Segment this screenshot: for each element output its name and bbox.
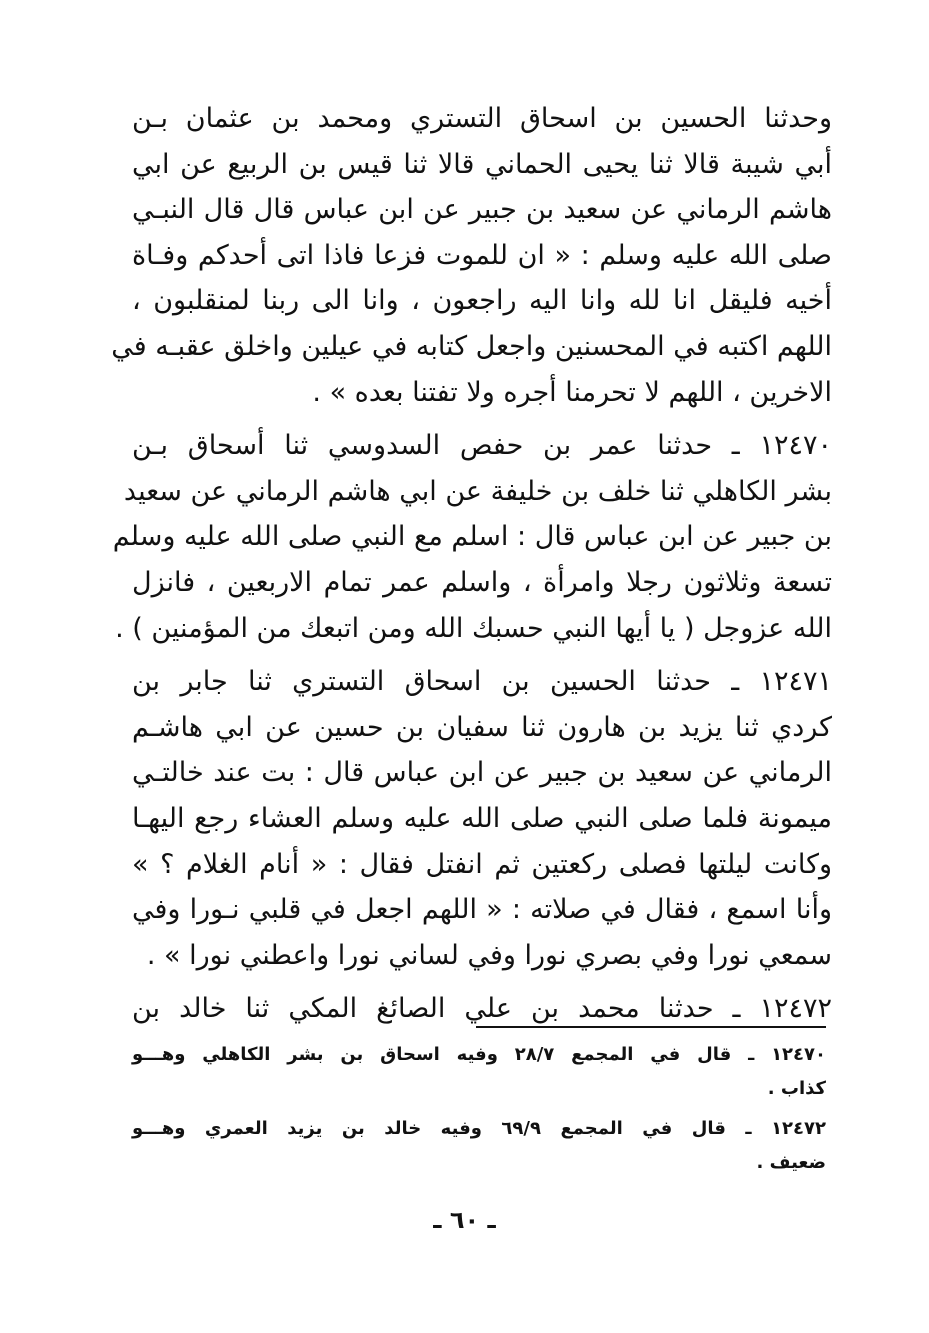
text-line: ١٢٤٧١ ـ حدثنا الحسين بن اسحاق التستري ثنا جابر بن bbox=[132, 666, 832, 698]
text-line: كردي ثنا يزيد بن هارون ثنا سفيان بن حسين عن ابي هاشـم bbox=[132, 711, 832, 743]
text-line: هاشم الرماني عن سعيد بن جبير عن ابن عباس قال قال النبـي bbox=[132, 194, 832, 226]
footnote-line: ضعيف . bbox=[756, 1152, 826, 1173]
text-line: بشر الكاهلي ثنا خلف بن خليفة عن ابي هاشم الرماني عن سعيد bbox=[123, 475, 832, 507]
text-line: أخيه فليقل انا لله وانا اليه راجعون ، وانا الى ربنا لمنقلبون ، bbox=[132, 285, 832, 317]
text-line: وأنا اسمع ، فقال في صلاته : « اللهم اجعل في قلبي نـورا وفي bbox=[132, 894, 832, 926]
text-line: الرماني عن سعيد بن جبير عن ابن عباس قال : بت عند خالتـي bbox=[132, 757, 832, 789]
footnote bbox=[132, 1112, 826, 1180]
text-line: ١٢٤٧٠ ـ حدثنا عمر بن حفص السدوسي ثنا أسحاق بـن bbox=[132, 430, 832, 462]
paragraph bbox=[112, 423, 832, 651]
footnote-line: كذاب . bbox=[767, 1078, 826, 1099]
text-line: ميمونة فلما صلى النبي صلى الله عليه وسلم العشاء رجع اليهـا bbox=[132, 802, 832, 834]
text-line: أبي شيبة قالا ثنا يحيى الحماني قالا ثنا قيس بن الربيع عن ابي bbox=[132, 148, 832, 180]
text-line: ١٢٤٧٢ ـ حدثنا محمد بن علي الصائغ المكي ثنا خالد بن bbox=[132, 993, 832, 1025]
main-text bbox=[111, 96, 832, 1040]
text-line: تسعة وثلاثون رجلا وامرأة ، واسلم عمر تمام الاربعين ، فانزل bbox=[132, 566, 832, 598]
paragraph bbox=[132, 659, 832, 978]
footnotes bbox=[132, 1038, 826, 1186]
paragraph bbox=[111, 96, 832, 415]
page-number: ـ ٦٠ ـ bbox=[433, 1206, 496, 1234]
footnote-line: ١٢٤٧٠ ـ قال في المجمع ٢٨/٧ وفيه اسحاق بن بشر الكاهلي وهـــو bbox=[132, 1044, 826, 1065]
footnote bbox=[132, 1038, 826, 1106]
text-line: الاخرين ، اللهم لا تحرمنا أجره ولا تفتنا بعده » . bbox=[312, 376, 832, 408]
text-line: سمعي نورا وفي بصري نورا وفي لساني نورا واعطني نورا » . bbox=[146, 939, 832, 971]
text-line: الله عزوجل ( يا أيها النبي حسبك الله ومن اتبعك من المؤمنين ) . bbox=[115, 612, 832, 644]
text-line: بن جبير عن ابن عباس قال : اسلم مع النبي صلى الله عليه وسلم bbox=[112, 521, 832, 553]
text-line: صلى الله عليه وسلم : « ان للموت فزعا فاذا اتى أحدكم وفـاة bbox=[132, 239, 832, 271]
text-line: اللهم اكتبه في المحسنين واجعل كتابه في عيلين واخلق عقبـه في bbox=[111, 330, 832, 362]
text-line: وكانت ليلتها فصلى ركعتين ثم انفتل فقال : « أنام الغلام ؟ » bbox=[132, 848, 832, 880]
text-line: وحدثنا الحسين بن اسحاق التستري ومحمد بن عثمان بـن bbox=[132, 103, 832, 134]
footnote-line: ١٢٤٧٢ ـ قال في المجمع ٦٩/٩ وفيه خالد بن يزيد العمري وهـــو bbox=[132, 1118, 826, 1139]
footnote-divider bbox=[476, 1026, 826, 1028]
